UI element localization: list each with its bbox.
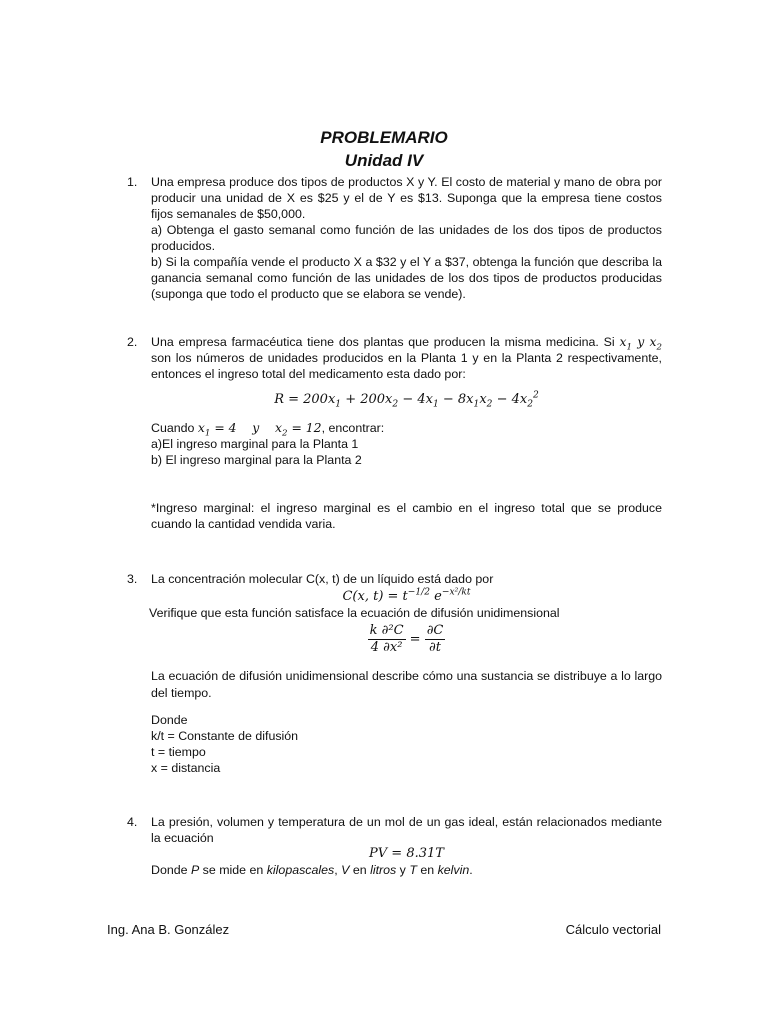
problem-1-part-b: b) Si la compañía vende el producto X a $32 y el Y a $37, obtenga la función que describa la ganancia semanal como función de las unidades de los dos tipos de productos producidas (suponga que todo el producto que se elabora se vende).: [151, 255, 662, 301]
problem-number: 1.: [127, 175, 138, 189]
problem-number: 2.: [127, 335, 138, 349]
problem-2-part-a: a)El ingreso marginal para la Planta 1: [151, 437, 359, 451]
donde-label: Donde: [151, 713, 188, 727]
diffusion-equation: $\frac{\text{k ∂²C}}{\text{4 ∂x²}}$ = $\frac{\partial C}{\partial t}$: [369, 623, 444, 655]
concentration-equation: C(x, $t) = t^{-1/2}$ $e^{-x^2/kt}$: [342, 587, 471, 604]
problem-2-note: *Ingreso marginal: el ingreso marginal es el cambio en el ingreso total que se produce cuando la cantidad vendida varia.: [151, 501, 662, 531]
condition-expression: $x_1 = 4$ y $x_2 = 12$: [197, 420, 322, 439]
problem-3: [128, 571, 662, 776]
problem-4-units: Donde P se mide en kilopascales, V en litros y T en kelvin.: [151, 863, 473, 877]
problem-number: 4.: [127, 815, 138, 829]
problem-1-part-a: a) Obtenga el gasto semanal como función de las unidades de los dos tipos de productos producidos.: [151, 223, 662, 253]
definition-x: x = distancia: [151, 761, 221, 775]
definition-kt: k/t = Constante de difusión: [151, 729, 299, 743]
problem-4: [128, 814, 662, 878]
footer-course: Cálculo vectorial: [565, 922, 661, 937]
page-subtitle: Unidad IV: [344, 151, 424, 170]
problem-2: [128, 334, 662, 532]
cuando-label: Cuando: [151, 421, 195, 435]
encontrar-label: , encontrar:: [321, 421, 385, 435]
footer-author: Ing. Ana B. González: [107, 922, 230, 937]
problem-1-statement: Una empresa produce dos tipos de productos X y Y. El costo de material y mano de obra por producir una unidad de X es $25 y el de Y es $13. Suponga que la empresa tiene costos fijos semanales de $50,000.: [151, 175, 662, 221]
problem-2-intro: Una empresa farmacéutica tiene dos plantas que producen la misma medicina. Si: [151, 335, 615, 349]
gas-equation: PV = 8.31T: [369, 846, 444, 861]
problem-number: 3.: [127, 572, 138, 586]
variables-expression: $x_1$ y $x_2$: [619, 334, 662, 353]
problem-4-intro: La presión, volumen y temperatura de un mol de un gas ideal, están relacionados mediante la ecuación: [151, 815, 662, 845]
problem-2-intro-cont: son los números de unidades producidos en la Planta 1 y en la Planta 2 respectivamente, entonces el ingreso total del medicamento esta dado por:: [151, 351, 662, 381]
page-title: PROBLEMARIO: [320, 128, 448, 147]
problem-1: [128, 174, 662, 302]
revenue-equation: $R = 200x_1 + 200x_2 - 4x_1 - 8x_1x_2 - 4x_2^2$: [274, 390, 539, 410]
problem-3-intro: La concentración molecular C(x, t) de un líquido está dado por: [151, 572, 494, 586]
problem-2-part-b: b) El ingreso marginal para la Planta 2: [151, 453, 362, 467]
problem-3-description: La ecuación de difusión unidimensional describe cómo una sustancia se distribuye a lo largo del tiempo.: [151, 669, 662, 700]
problem-3-verify: Verifique que esta función satisface la ecuación de difusión unidimensional: [149, 606, 560, 620]
definition-t: t = tiempo: [151, 745, 206, 759]
